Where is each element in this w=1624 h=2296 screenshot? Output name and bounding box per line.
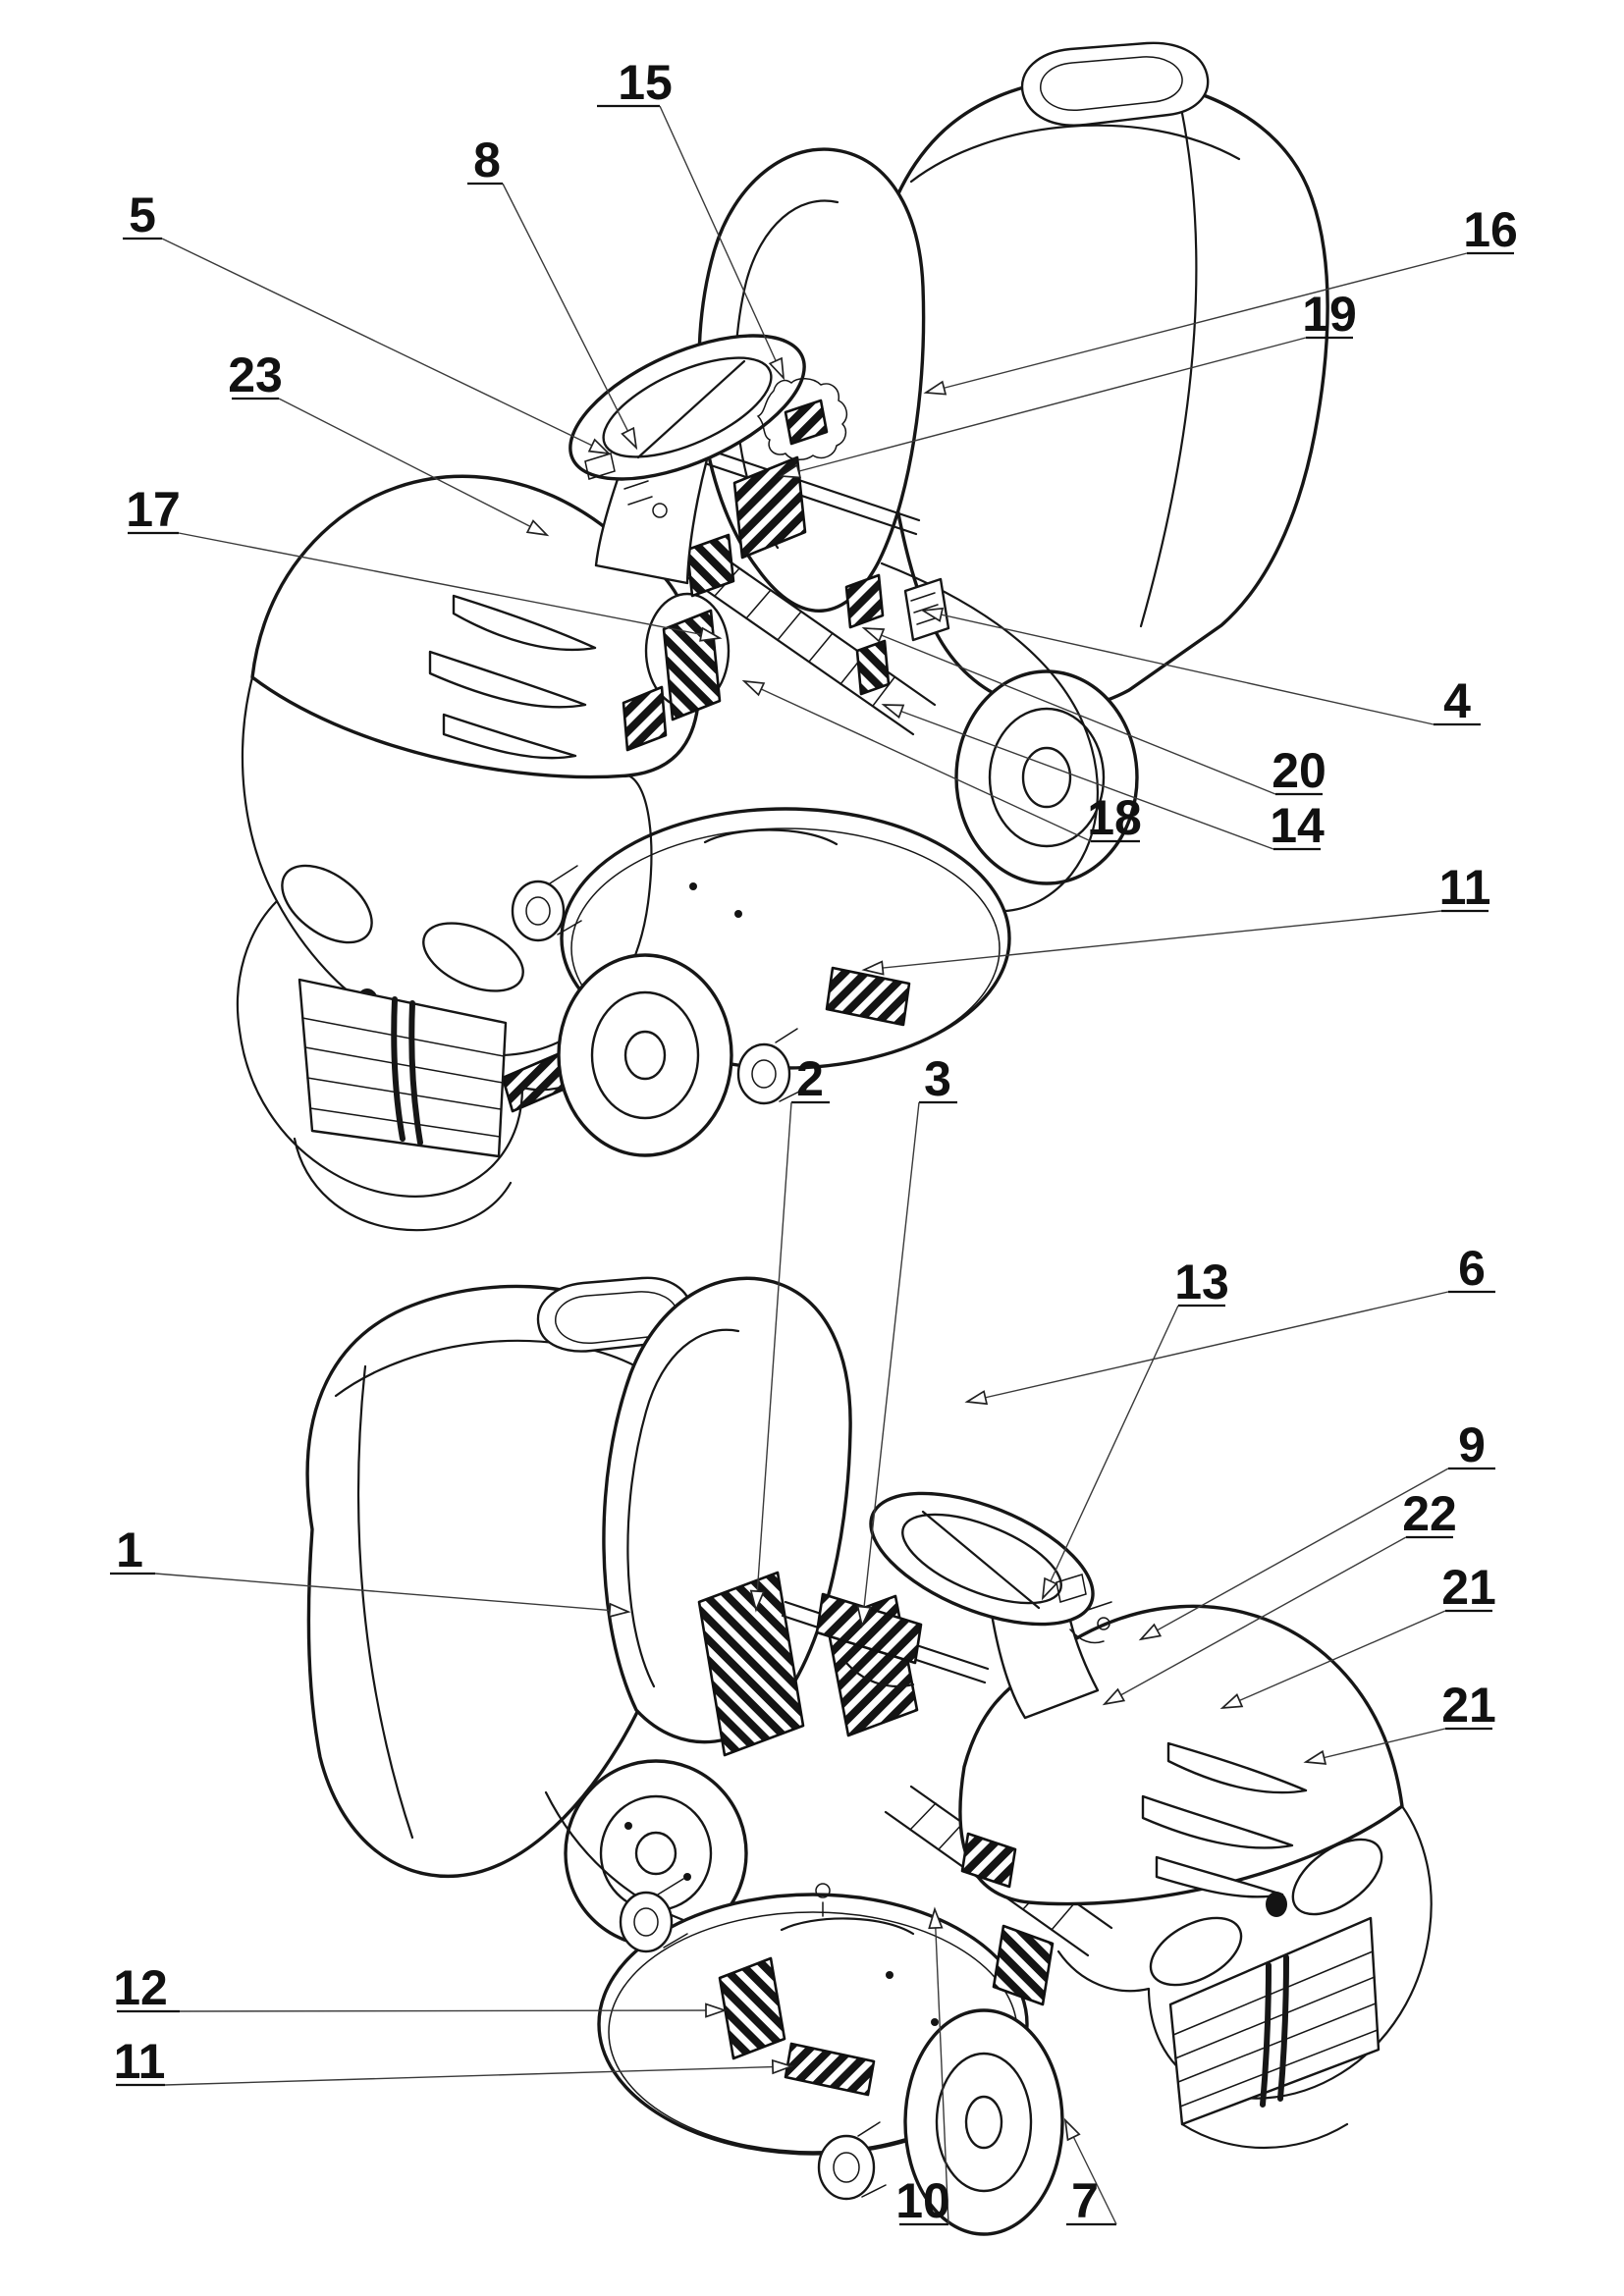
rear-wheel: [956, 671, 1137, 883]
callout-13: [1037, 1255, 1229, 1601]
callout-number: 12: [113, 1960, 168, 2015]
bag-handle: [1022, 43, 1208, 126]
callout-number: 16: [1463, 202, 1518, 257]
callout-number: 2: [796, 1051, 824, 1106]
front-wheel: [559, 955, 731, 1155]
callout-number: 6: [1458, 1241, 1486, 1296]
callout-number: 3: [924, 1051, 951, 1106]
callout-number: 19: [1302, 287, 1357, 342]
callout-number: 23: [228, 347, 283, 402]
callout-5: [123, 187, 612, 459]
callout-number: 21: [1441, 1678, 1496, 1733]
callout-number: 4: [1443, 673, 1471, 728]
callout-number: 14: [1270, 798, 1325, 853]
callout-number: 11: [113, 2034, 166, 2089]
hood-emblem-b: [1266, 1892, 1287, 1917]
headlight-left: [268, 850, 385, 958]
callout-arrowhead-icon: [741, 675, 764, 695]
callout-number: 13: [1174, 1255, 1229, 1309]
callout-number: 1: [116, 1522, 143, 1577]
callout-number: 22: [1402, 1486, 1457, 1541]
figure-top-view: [238, 43, 1327, 1230]
callout-number: 18: [1087, 790, 1142, 845]
callout-number: 20: [1272, 743, 1326, 798]
figure-bottom-view: [307, 1278, 1432, 2234]
callout-leader-line: [503, 184, 636, 448]
callout-7: [1059, 2117, 1116, 2228]
callout-number: 17: [126, 482, 181, 537]
callout-arrowhead-icon: [862, 622, 884, 641]
callout-number: 5: [129, 187, 156, 242]
callout-arrowhead-icon: [966, 1391, 987, 1408]
callout-number: 7: [1071, 2173, 1099, 2228]
callout-number: 11: [1438, 860, 1491, 915]
callout-leader-line: [162, 239, 609, 454]
callout-number: 15: [618, 55, 673, 110]
callout-number: 10: [895, 2173, 950, 2228]
callout-number: 9: [1458, 1417, 1486, 1472]
callout-number: 8: [473, 133, 501, 187]
fender-decal-b: [857, 641, 889, 694]
callout-leader-line: [1043, 1306, 1178, 1598]
callout-number: 21: [1441, 1560, 1496, 1615]
callout-6: [966, 1241, 1495, 1408]
footwell-decal: [664, 611, 720, 720]
console-decal-small: [687, 535, 733, 596]
bumper-b: [1182, 2124, 1347, 2148]
